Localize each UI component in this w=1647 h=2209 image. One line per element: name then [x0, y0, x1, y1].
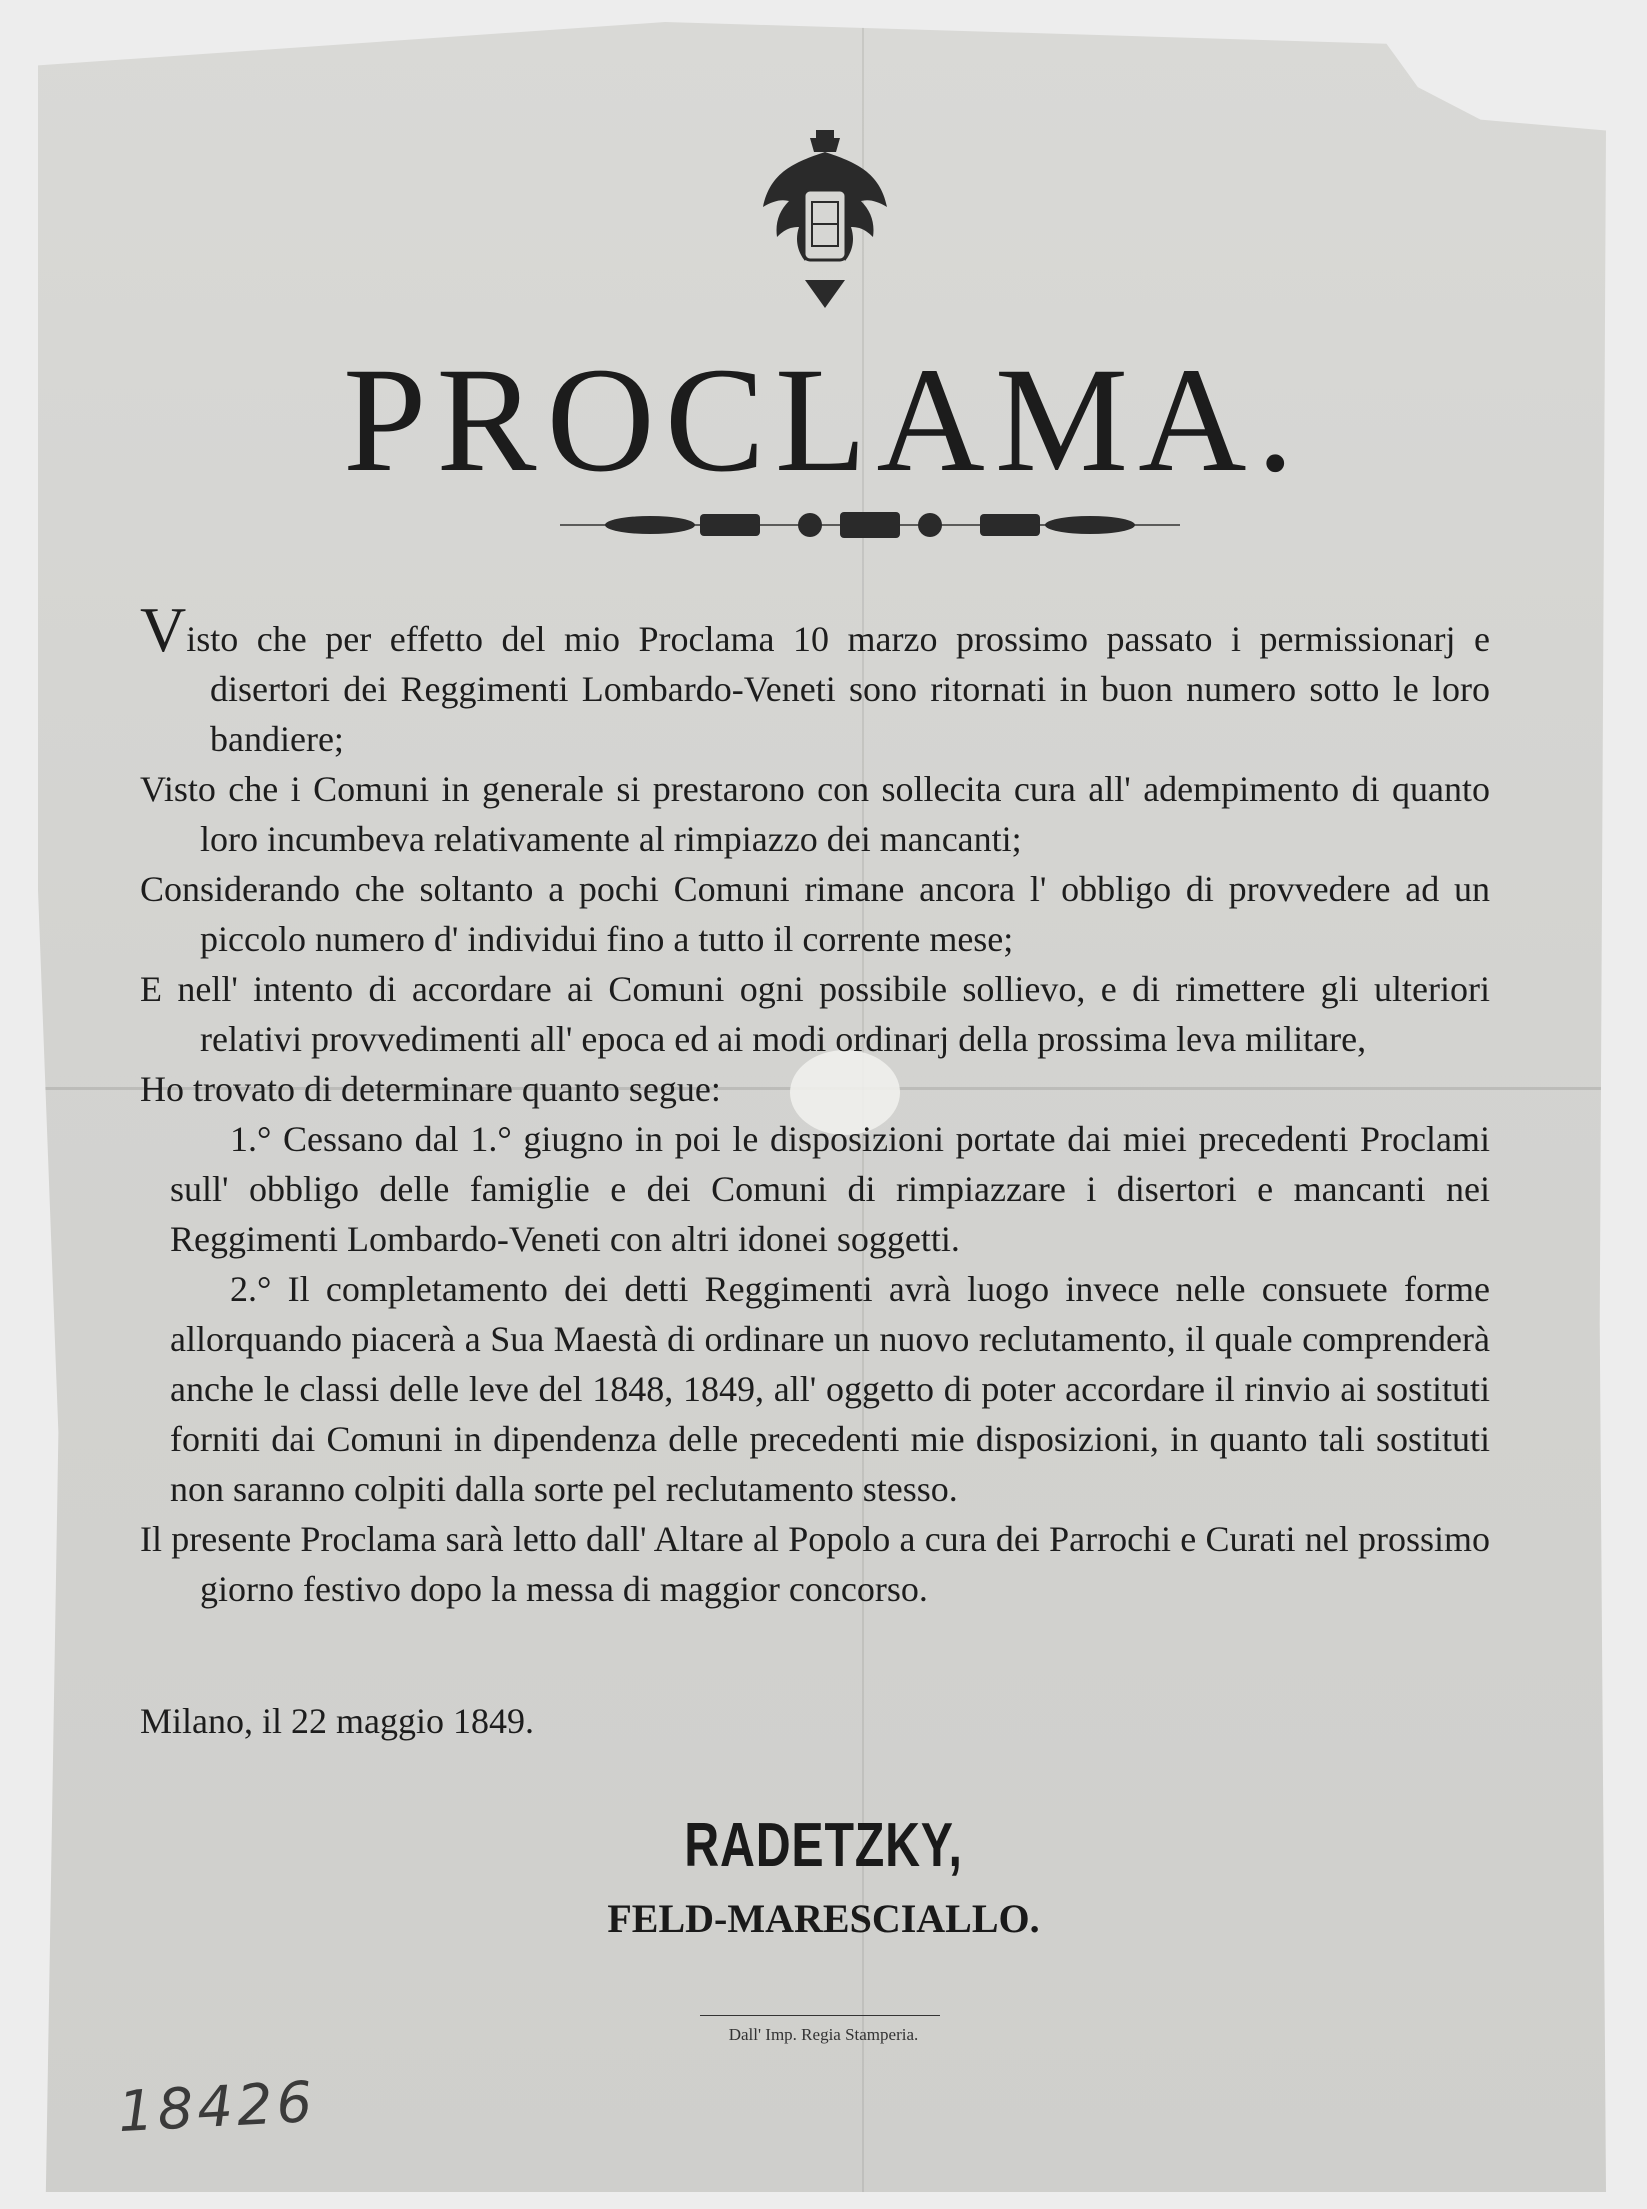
printer-rule: [700, 2015, 940, 2016]
date-line: Milano, il 22 maggio 1849.: [140, 1701, 534, 1741]
paragraph-5: Ho trovato di determinare quanto segue:: [140, 1069, 721, 1109]
handwritten-number: 18426: [116, 2069, 318, 2146]
ornamental-divider: [560, 500, 1180, 550]
paragraph-4: E nell' intento di accordare ai Comuni ogni possibile sollievo, e di rimettere gli ulteriori relativi provvedimenti all' epoca ed ai modi ordinarj della prossima leva militare,: [140, 969, 1490, 1059]
paragraph-2: Visto che i Comuni in generale si prestarono con sollecita cura all' adempimento di quanto loro incumbeva relativamente al rimpiazzo dei mancanti;: [140, 769, 1490, 859]
printer-imprint: Dall' Imp. Regia Stamperia.: [728, 2025, 919, 2044]
paragraph-text: isto che per effetto del mio Proclama 10 marzo prossimo passato i permissionarj e disertori dei Reggimenti Lombardo-Veneti sono ritornati in buon numero sotto le loro bandiere;: [186, 619, 1490, 759]
signature-title: FELD-MARESCIALLO.: [607, 1896, 1040, 1941]
signature-name: RADETZKY,: [684, 1811, 963, 1880]
article-2: 2.° Il completamento dei detti Reggimenti avrà luogo invece nelle consuete forme allorquando piacerà a Sua Maestà di ordinare un nuovo reclutamento, il quale comprenderà anche le classi delle leve del 1848, 1849, all' oggetto di poter accordare il rinvio ai sostituti forniti dai Comuni in dipendenza delle precedenti mie disposizioni, in quanto tali sostituti non saranno colpiti dalla sorte pel reclutamento stesso.: [170, 1269, 1490, 1509]
closing-paragraph: Il presente Proclama sarà letto dall' Altare al Popolo a cura dei Parrochi e Curati nel prossimo giorno festivo dopo la messa di maggior concorso.: [140, 1519, 1490, 1609]
article-1: 1.° Cessano dal 1.° giugno in poi le disposizioni portate dai miei precedenti Proclami sull' obbligo delle famiglie e dei Comuni di rimpiazzare i disertori e mancanti nei Reggimenti Lombardo-Veneti con altri idonei soggetti.: [170, 1119, 1490, 1259]
paragraph-1: [140, 594, 1490, 764]
proclamation-title: PROCLAMA.: [343, 337, 1304, 503]
double-headed-eagle-crest-icon: [760, 130, 890, 310]
dropcap: V: [140, 594, 187, 665]
proclamation-body: [140, 594, 1490, 1614]
paragraph-3: Considerando che soltanto a pochi Comuni rimane ancora l' obbligo di provvedere ad un piccolo numero d' individui fino a tutto il corrente mese;: [140, 869, 1490, 959]
